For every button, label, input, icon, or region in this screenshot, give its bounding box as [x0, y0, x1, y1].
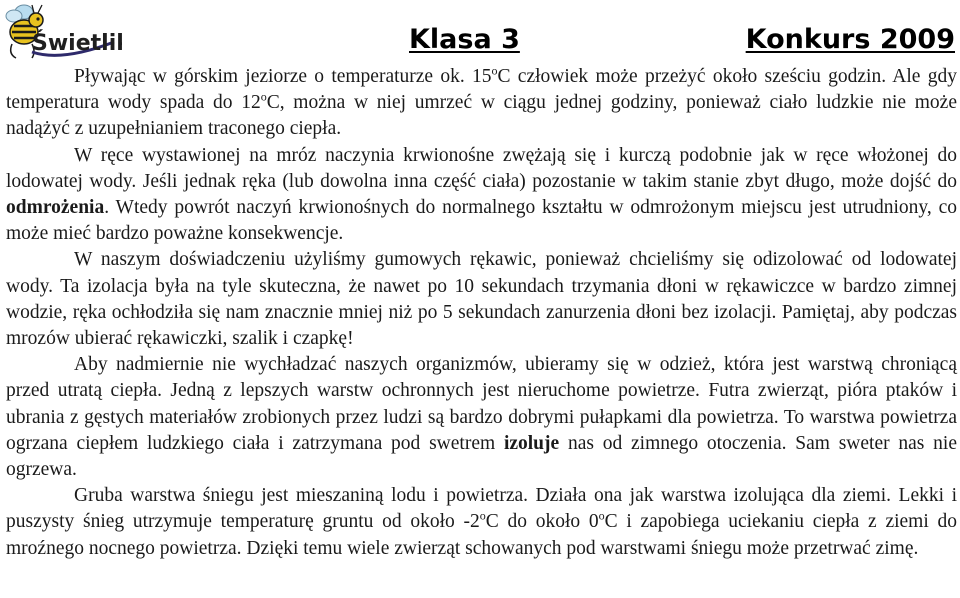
degree-superscript: o [491, 63, 498, 78]
text-run: C i zapobiega uciekaniu ciepła z ziemi do mroźnego nocnego powietrza. Dzięki temu wiele zwierząt schowanych pod warstwami śniegu może przetrwać zimę. [6, 511, 957, 559]
degree-superscript: o [260, 89, 267, 104]
paragraph [6, 483, 957, 562]
firefly-mascot-icon [2, 2, 122, 66]
logo-text: Świetlik [32, 31, 122, 56]
text-run: W naszym doświadczeniu użyliśmy gumowych rękawic, ponieważ chcieliśmy się odizolować od lodowatej wody. Ta izolacja była na tyle skuteczna, że nawet po 10 sekundach trzymania dłoni w rękawiczce w bardzo zimnej wodzie, ręka ochłodziła się nam znacznie mniej niż po 5 sekundach zanurzenia dłoni bez izolacji. Pamiętaj, aby podczas mrozów ubierać rękawiczki, szalik i czapkę! [6, 249, 957, 350]
text-run: Aby nadmiernie nie wychładzać naszych organizmów, ubieramy się w odzież, która jest warstwą chroniącą przed utratą ciepła. Jedną z lepszych warstw ochronnych jest nieruchome powietrze. Futra zwierząt, pióra ptaków i ubrania z gęstych materiałów zrobionych przez ludzi są bardzo dobrymi pułapkami dla powietrza. To warstwa powietrza ogrzana ciepłem ludzkiego ciała i zatrzymana pod swetrem [6, 354, 957, 454]
paragraph [6, 64, 957, 143]
text-run: C do około 0 [485, 511, 599, 533]
text-run: C człowiek może przeżyć około sześciu godzin. Ale gdy temperatura wody spada do 12 [6, 66, 957, 114]
bold-term: odmrożenia [6, 197, 105, 219]
degree-superscript: o [479, 508, 486, 523]
paragraph [6, 247, 957, 352]
paragraph [6, 143, 957, 248]
class-heading: Klasa 3 [409, 24, 520, 55]
article-text [6, 64, 957, 562]
text-run: Pływając w górskim jeziorze o temperaturze ok. 15 [74, 66, 492, 87]
contest-heading: Konkurs 2009 [745, 24, 955, 55]
paragraph [6, 352, 957, 483]
swietlik-logo [2, 2, 122, 66]
text-run: W ręce wystawionej na mróz naczynia krwionośne zwężają się i kurczą podobnie jak w ręce włożonej do lodowatej wody. Jeśli jednak ręka (lub dowolna inna część ciała) pozostanie w takim stanie zbyt długo, może dojść do [6, 144, 957, 192]
text-run: Gruba warstwa śniegu jest mieszaniną lodu i powietrza. Działa ona jak warstwa izolująca dla ziemi. Lekki i puszysty śnieg utrzymuje temperaturę gruntu od około -2 [6, 485, 957, 533]
text-run: nas od zimnego otoczenia. Sam sweter nas nie ogrzewa. [6, 432, 957, 481]
bold-term: izoluje [503, 432, 560, 454]
text-run: C, można w niej umrzeć w ciągu jednej godziny, ponieważ ciało ludzkie nie może nadążyć z uzupełnianiem traconego ciepła. [6, 92, 957, 140]
text-run: . Wtedy powrót naczyń krwionośnych do normalnego kształtu w odmrożonym miejscu jest utrudniony, co może mieć bardzo poważne konsekwencje. [6, 197, 957, 245]
degree-superscript: o [598, 508, 605, 523]
